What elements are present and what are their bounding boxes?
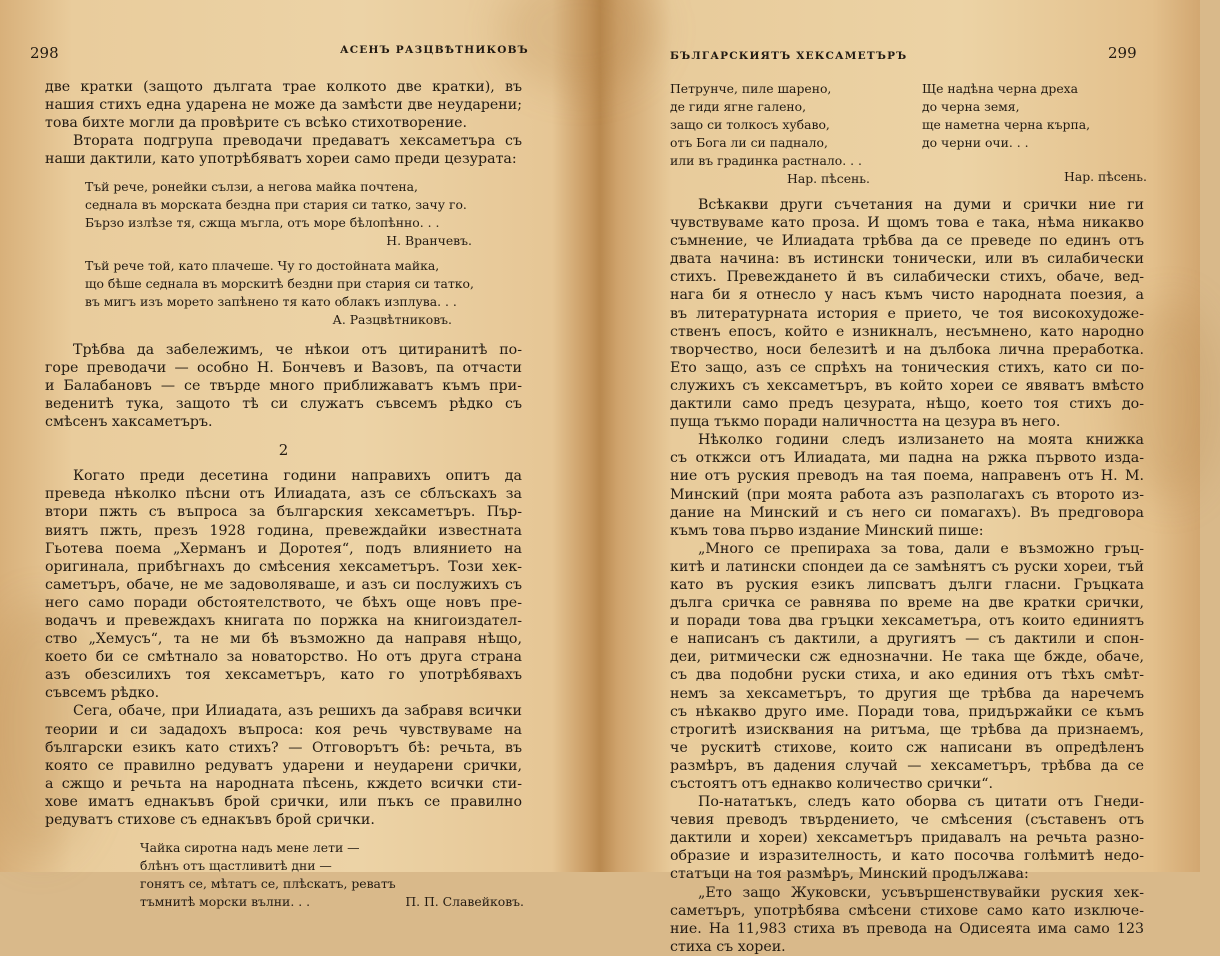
text-line: съвсемъ рѣдко.	[45, 685, 160, 702]
text-line: образие и изразителность, и като посочва голѣмитѣ недо-	[670, 848, 1144, 865]
verse-quote	[85, 178, 522, 250]
text-line: творчество, носи белезитѣ и на дълбока лична преработка.	[670, 341, 1144, 358]
text-line: Нѣколко години следъ излизането на моята книжка	[698, 432, 1144, 449]
text-line: китѣ и латински спондеи да се замѣнятъ съ руски хореи, тъй	[670, 558, 1144, 575]
text-line: дактили само предъ цезурата, нѣщо, което тоя стихъ до-	[670, 396, 1144, 413]
text-line: съмнение, че Илиадата трѣбва да се преведе по единъ отъ	[670, 233, 1144, 250]
verse-line: защо си толкосъ хубаво,	[670, 117, 830, 132]
text-line: и поради това два гръцки хексаметъра, отъ които единиятъ	[670, 613, 1144, 630]
text-line: въ литературната история е прието, че тоя високохудоже-	[670, 305, 1144, 322]
text-line: размѣръ, въ дадения случай — хексаметъръ, трѣбва да се	[670, 757, 1144, 774]
verse-line: седнала въ морската бездна при стария си татко, зачу го.	[85, 197, 467, 213]
text-line: саметъръ, обаче, не ме задоволяваше, и азъ си послужихъ съ	[45, 576, 522, 593]
verse-line: Чайка сиротна надъ мене лети —	[140, 840, 360, 856]
text-line: хове иматъ еднакъвъ брой срички, или пъкъ се правилно	[45, 793, 522, 810]
verse-line: ще наметна черна кърпа,	[922, 117, 1091, 132]
running-header: АСЕНЪ РАЗЦВѢТНИКОВЪ	[340, 44, 529, 56]
text-line: която се правилно редуватъ ударени и неударени срички,	[45, 757, 522, 774]
text-line: съ откжси отъ Илиадата, ми падна на ржка първото изда-	[670, 450, 1144, 467]
text-line: Всѣкакви други съчетания на думи и срички ние ги	[698, 197, 1144, 213]
text-line: него само поради обстоятелството, че бѣхъ още новъ пре-	[45, 594, 522, 611]
text-line: Ето защо, азъ се спрѣхъ на тоническия стихъ, като си по-	[670, 359, 1144, 376]
verse-line: гонятъ се, мѣтатъ се, плѣскатъ, реватъ	[140, 876, 396, 892]
verse-line: отъ Бога ли си паднало,	[670, 135, 828, 150]
right-page-body	[670, 196, 1144, 956]
text-line: немъ за хексаметъръ, то другия ще трѣбва да наречемъ	[670, 685, 1144, 702]
text-line: статъци на тоя размѣръ, Минский продължава:	[670, 866, 1029, 883]
verse-line: Тъй рече, ронейки сълзи, а негова майка почтена,	[85, 179, 418, 195]
verse-attribution: А. Разцвѣтниковъ.	[332, 311, 452, 327]
verse-line: блѣнъ отъ щастливитѣ дни —	[140, 858, 332, 874]
text-line: ние отъ руския преводъ на тая поема, направенъ отъ Н. М.	[670, 468, 1144, 485]
text-line: азъ обезсилихъ тоя хексаметъръ, като го употрѣбявахъ	[45, 667, 522, 684]
text-line: „Ето защо Жуковски, усъвършенствувайки руския хек-	[698, 884, 1144, 901]
paragraph	[670, 793, 1144, 883]
text-line: двата начина: въ истински тонически, или въ силабически	[670, 251, 1144, 268]
quotation	[670, 540, 1144, 793]
text-line: състоятъ отъ еднакво количество срички“.	[670, 776, 993, 792]
text-line: къмъ това първо издание Минский пише:	[670, 522, 984, 539]
verse-quote	[140, 839, 522, 911]
text-line: водачъ и превеждахъ книгата по поржка на книгоиздател-	[45, 612, 522, 629]
verse-line: тъмнитѣ морски вълни. . .	[140, 894, 311, 910]
left-page-body	[45, 78, 522, 911]
text-line: Трѣбва да забележимъ, че нѣкои отъ цитиранитѣ по-	[73, 341, 522, 358]
text-line: стиха съ хореи.	[670, 938, 786, 955]
text-line: ственъ епосъ, който е изникналъ, несъмнено, като народно	[670, 323, 1144, 340]
text-line: че рускитѣ стихове, които сж написани въ опредѣленъ	[670, 739, 1144, 756]
text-line: което би се смѣтнало за новаторство. Но отъ друга страна	[45, 649, 522, 666]
text-line: виятъ пжть, презъ 1928 година, превеждайки известната	[45, 522, 522, 539]
text-line: чувствуваме като проза. И щомъ това е така, нѣма никакво	[670, 215, 1144, 232]
text-line: строгитѣ изисквания на ритъма, ще трѣбва да признаемъ,	[670, 721, 1144, 738]
text-line: деи, ритмически сж еднозначни. Не така ще бжде, обаче,	[670, 649, 1144, 666]
folk-song-right	[922, 80, 1147, 186]
text-line: дактили и хореи) хексаметъръ придавалъ на речьта разно-	[670, 830, 1144, 847]
text-line: редуватъ стихове съ еднакъвъ брой срички.	[45, 812, 375, 828]
text-line: чевия преводъ твърдението, че смѣсения (съставенъ отъ	[670, 812, 1144, 829]
text-line: е написанъ съ дактили, а другиятъ — съ дактили и спон-	[670, 631, 1144, 648]
verse-line: или въ градинка растнало. . .	[670, 153, 862, 168]
text-line: съ нѣкакво друго име. Поради това, придържайки се къмъ	[670, 703, 1144, 720]
text-line: теории и си зададохъ въпроса: коя речь чувствуваме на	[45, 721, 522, 738]
text-line: пуща тъкмо поради наличността на цезура въ него.	[670, 414, 1061, 431]
paragraph	[45, 132, 522, 168]
text-line: наши дактили, като употрѣбяватъ хореи само преди цезурата:	[45, 151, 517, 168]
text-line: и Балабановъ — се твърде много приближаватъ къмъ при-	[45, 377, 522, 394]
page-number: 299	[1108, 44, 1137, 62]
text-line: ство „Хемусъ“, та не ми бѣ възможно да направя нѣщо,	[45, 631, 522, 648]
verse-attribution: П. П. Славейковъ.	[405, 894, 524, 910]
verse-attribution: Н. Вранчевъ.	[386, 233, 472, 249]
text-line: Минский (при моята работа азъ разполагахъ съ второто из-	[670, 486, 1144, 503]
left-page	[0, 0, 590, 910]
verse-line: до черни очи. . .	[922, 135, 1029, 150]
verse-line: до черна земя,	[922, 99, 1020, 114]
text-line: това бихте могли да провѣрите съ всѣко стихотворение.	[45, 115, 468, 132]
text-line: преведа нѣколко пѣсни отъ Илиадата, азъ се сблъскахъ за	[45, 486, 522, 503]
text-line: български езикъ като стихъ? — Отговорътъ бѣ: речьта, въ	[45, 739, 522, 756]
section-number: 2	[278, 441, 289, 460]
text-line: служихъ съ хексаметъръ, въ който хореи се явяватъ вмѣсто	[670, 377, 1144, 394]
text-line: ние. На 11,983 стиха въ превода на Одисеята има само 123	[670, 920, 1144, 937]
text-line: дълга сричка се равнява по време на две кратки срички,	[670, 595, 1144, 612]
paragraph	[670, 431, 1144, 540]
text-line: смѣсенъ хаксаметъръ.	[45, 414, 213, 431]
text-line: а сжщо и речьта на народната пѣсень, кждето всички сти-	[45, 775, 522, 792]
verse-line: де гиди ягне галено,	[670, 99, 807, 114]
paragraph	[45, 78, 522, 132]
verse-attribution: Нар. пѣсень.	[1064, 169, 1147, 184]
text-line: горе преводачи — особно Н. Бончевъ и Вазовъ, па отчасти	[45, 359, 522, 376]
text-line: „Много се препираха за това, дали е възможно гръц-	[698, 540, 1144, 557]
text-line: стихъ. Превеждането й въ силабически стихъ, обаче, вед-	[670, 269, 1144, 286]
text-line: втори пжть съ въпроса за българския хексаметъръ. Пър-	[45, 504, 522, 521]
text-line: дание на Минский и съ него си помагахъ). Въ предговора	[670, 504, 1144, 521]
page-number: 298	[30, 44, 59, 62]
paragraph	[45, 702, 522, 829]
right-page	[610, 0, 1200, 955]
text-line: оригинала, прибѣгнахъ до смѣсения хексаметъръ. Този хек-	[45, 558, 522, 575]
running-header: БЪЛГАРСКИЯТЪ ХЕКСАМЕТЪРЪ	[670, 50, 908, 62]
text-line: По-нататъкъ, следъ като оборва съ цитати отъ Гнеди-	[698, 794, 1144, 811]
verse-line: що бѣше седнала въ морскитѣ бездни при стария си татко,	[85, 275, 474, 291]
verse-line: Петрунче, пиле шарено,	[670, 81, 832, 96]
verse-line: Тъй рече той, като плачеше. Чу го достойната майка,	[85, 257, 440, 273]
text-line: Гьотева поема „Херманъ и Доротея“, подъ влиянието на	[45, 540, 522, 557]
text-line: саметъръ, употрѣбява смѣсени стихове само като изключе-	[670, 902, 1144, 919]
text-line: Когато преди десетина години направихъ опитъ да	[73, 468, 522, 485]
text-line: нашия стихъ една ударена не може да замѣсти две неударени;	[45, 97, 522, 114]
paragraph	[670, 196, 1144, 431]
text-line: веденитѣ тука, защото тѣ си служатъ съвсемъ рѣдко съ	[45, 395, 522, 412]
verse-line: Бързо излѣзе тя, сжща мъгла, отъ море бѣлопѣнно. . .	[85, 215, 440, 231]
verse-line: Ще надѣна черна дреха	[922, 81, 1079, 96]
paragraph	[45, 341, 522, 431]
paragraph	[45, 467, 522, 702]
text-line: като въ руския езикъ липсватъ дълги гласни. Гръцката	[670, 576, 1144, 593]
text-line: Сега, обаче, при Илиадата, азъ решихъ да забравя всички	[73, 703, 522, 720]
folk-song-left	[670, 80, 890, 188]
text-line: съ два подобни руски стиха, и ако единия отъ тѣхъ смѣт-	[670, 667, 1144, 684]
verse-line: въ мигъ изъ морето запѣнено тя като облакъ изплува. . .	[85, 293, 457, 309]
text-line: нага би я отнесло у насъ къмъ чисто народната поезия, а	[670, 287, 1144, 304]
text-line: две кратки (защото дългата трае колкото две кратки), въ	[45, 79, 522, 95]
quotation	[670, 884, 1144, 956]
text-line: Втората подгрупа преводачи предаватъ хексаметъра съ	[73, 133, 522, 150]
verse-quote	[85, 257, 522, 329]
verse-attribution: Нар. пѣсень.	[787, 171, 870, 186]
